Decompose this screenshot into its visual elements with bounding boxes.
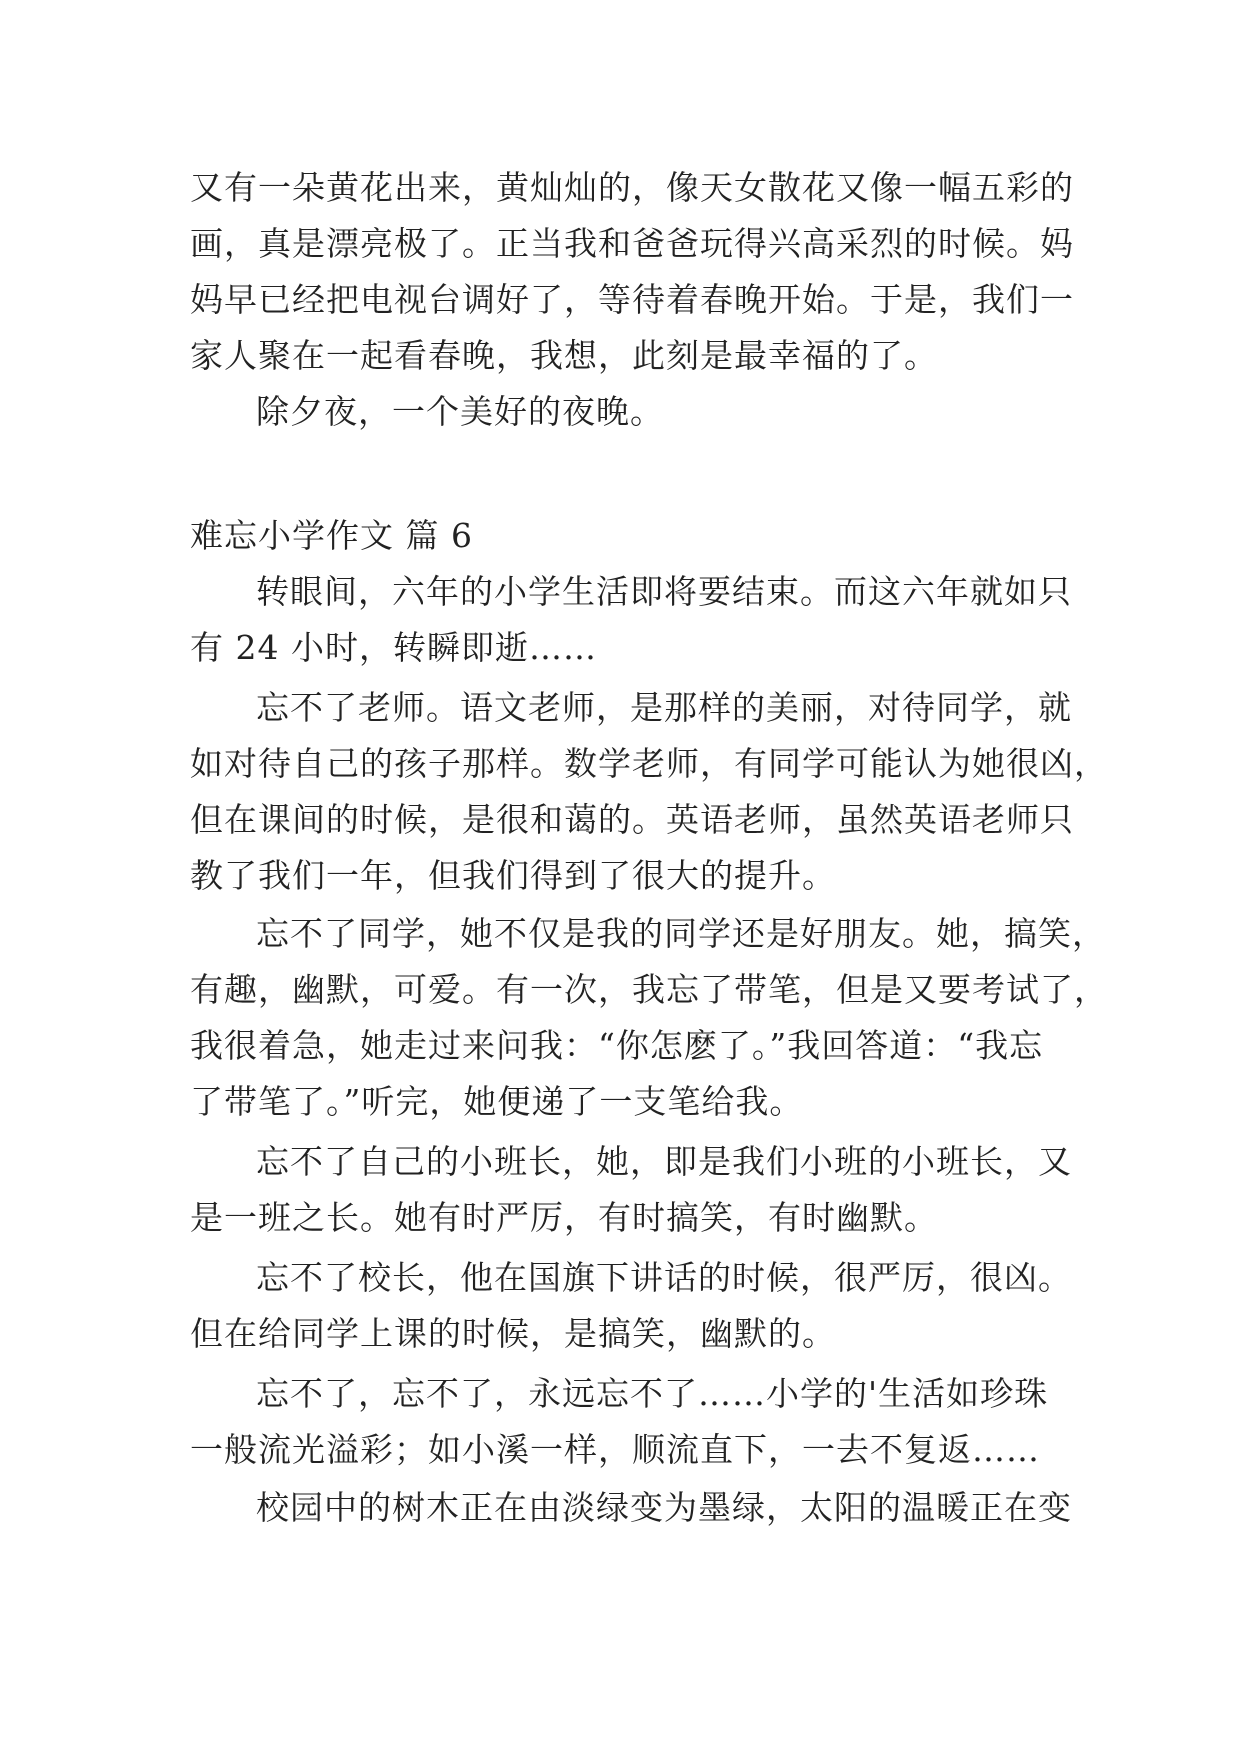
paragraph-line: 转眼间，六年的小学生活即将要结束。而这六年就如只 [256,572,1072,611]
paragraph-line: 一般流光溢彩；如小溪一样，顺流直下，一去不复返…… [190,1430,1040,1469]
paragraph-line: 除夕夜，一个美好的夜晚。 [256,392,664,431]
paragraph-line: 家人聚在一起看春晚，我想，此刻是最幸福的了。 [190,336,938,375]
paragraph-line: 但在课间的时候，是很和蔼的。英语老师，虽然英语老师只 [190,800,1074,839]
paragraph-line: 忘不了老师。语文老师，是那样的美丽，对待同学，就 [256,688,1072,727]
paragraph-line: 忘不了同学，她不仅是我的同学还是好朋友。她，搞笑， [256,914,1106,953]
paragraph-line: 有 24 小时，转瞬即逝…… [190,628,597,667]
paragraph-line: 又有一朵黄花出来，黄灿灿的，像天女散花又像一幅五彩的 [190,168,1074,207]
section-heading: 难忘小学作文 篇 6 [190,516,473,555]
paragraph-line: 教了我们一年，但我们得到了很大的提升。 [190,856,836,895]
paragraph-line: 校园中的树木正在由淡绿变为墨绿，太阳的温暖正在变 [256,1488,1072,1527]
paragraph-line: 但在给同学上课的时候，是搞笑，幽默的。 [190,1314,836,1353]
paragraph-line: 忘不了自己的小班长，她，即是我们小班的小班长，又 [256,1142,1072,1181]
paragraph-line: 忘不了校长，他在国旗下讲话的时候，很严厉，很凶。 [256,1258,1072,1297]
paragraph-line: 是一班之长。她有时严厉，有时搞笑，有时幽默。 [190,1198,938,1237]
paragraph-line: 有趣，幽默，可爱。有一次，我忘了带笔，但是又要考试了， [190,970,1108,1009]
paragraph-line: 了带笔了。”听完，她便递了一支笔给我。 [190,1082,804,1121]
paragraph-line: 我很着急，她走过来问我：“你怎麽了。”我回答道：“我忘 [190,1026,1044,1065]
paragraph-line: 妈早已经把电视台调好了，等待着春晚开始。于是，我们一 [190,280,1074,319]
paragraph-line: 忘不了，忘不了，永远忘不了……小学的'生活如珍珠 [256,1374,1049,1413]
paragraph-line: 画，真是漂亮极了。正当我和爸爸玩得兴高采烈的时候。妈 [190,224,1074,263]
paragraph-line: 如对待自己的孩子那样。数学老师，有同学可能认为她很凶， [190,744,1108,783]
